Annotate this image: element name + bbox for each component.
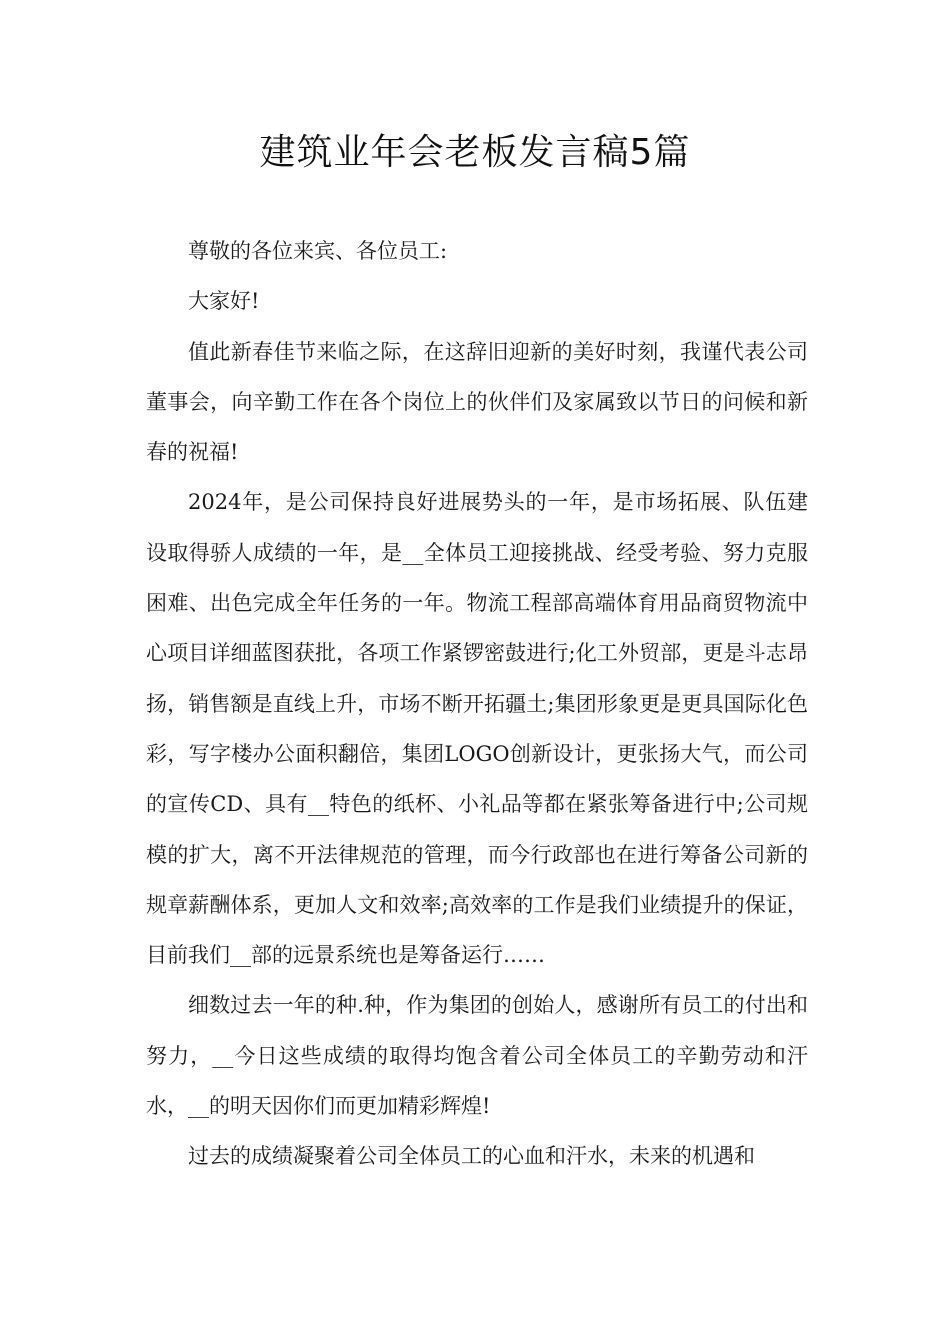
paragraph-new-year-wishes: 值此新春佳节来临之际，在这辞旧迎新的美好时刻，我谨代表公司董事会，向辛勤工作在各个岗位上的伙伴们及家属致以节日的问候和新春的祝福! [146,339,808,465]
paragraph-greeting: 大家好! [188,289,260,314]
paragraph-future: 过去的成绩凝聚着公司全体员工的心血和汗水，未来的机遇和 [188,1144,755,1169]
paragraph-salutation: 尊敬的各位来宾、各位员工: [188,239,448,263]
paragraph-annual-review: 2024年，是公司保持良好进展势头的一年，是市场拓展、队伍建设取得骄人成绩的一年，是__全体员工迎接挑战、经受考验、努力克服困难、出色完成全年任务的一年。物流工程部高端体育用品商贸物流中心项目详细蓝图获批，各项工作紧锣密鼓进行;化工外贸部，更是斗志昂扬，销售额是直线上升，市场不断开拓疆土;集团形象更是更具国际化色彩，写字楼办公面积翻倍，集团LOGO创新设计，更张扬大气，而公司的宣传CD、具有__特色的纸杯、小礼品等都在紧张筹备进行中;公司规模的扩大，离不开法律规范的管理，而今行政部也在进行筹备公司新的规章薪酬体系，更加人文和效率;高效率的工作是我们业绩提升的保证，目前我们__部的远景系统也是筹备运行…… [146,490,808,968]
document-title: 建筑业年会老板发言稿5篇 [259,132,691,173]
paragraph-thanks: 细数过去一年的种.种，作为集团的创始人，感谢所有员工的付出和努力，__今日这些成绩的取得均饱含着公司全体员工的辛勤劳动和汗水，__的明天因你们而更加精彩辉煌! [146,993,808,1119]
document-body [146,226,808,1182]
